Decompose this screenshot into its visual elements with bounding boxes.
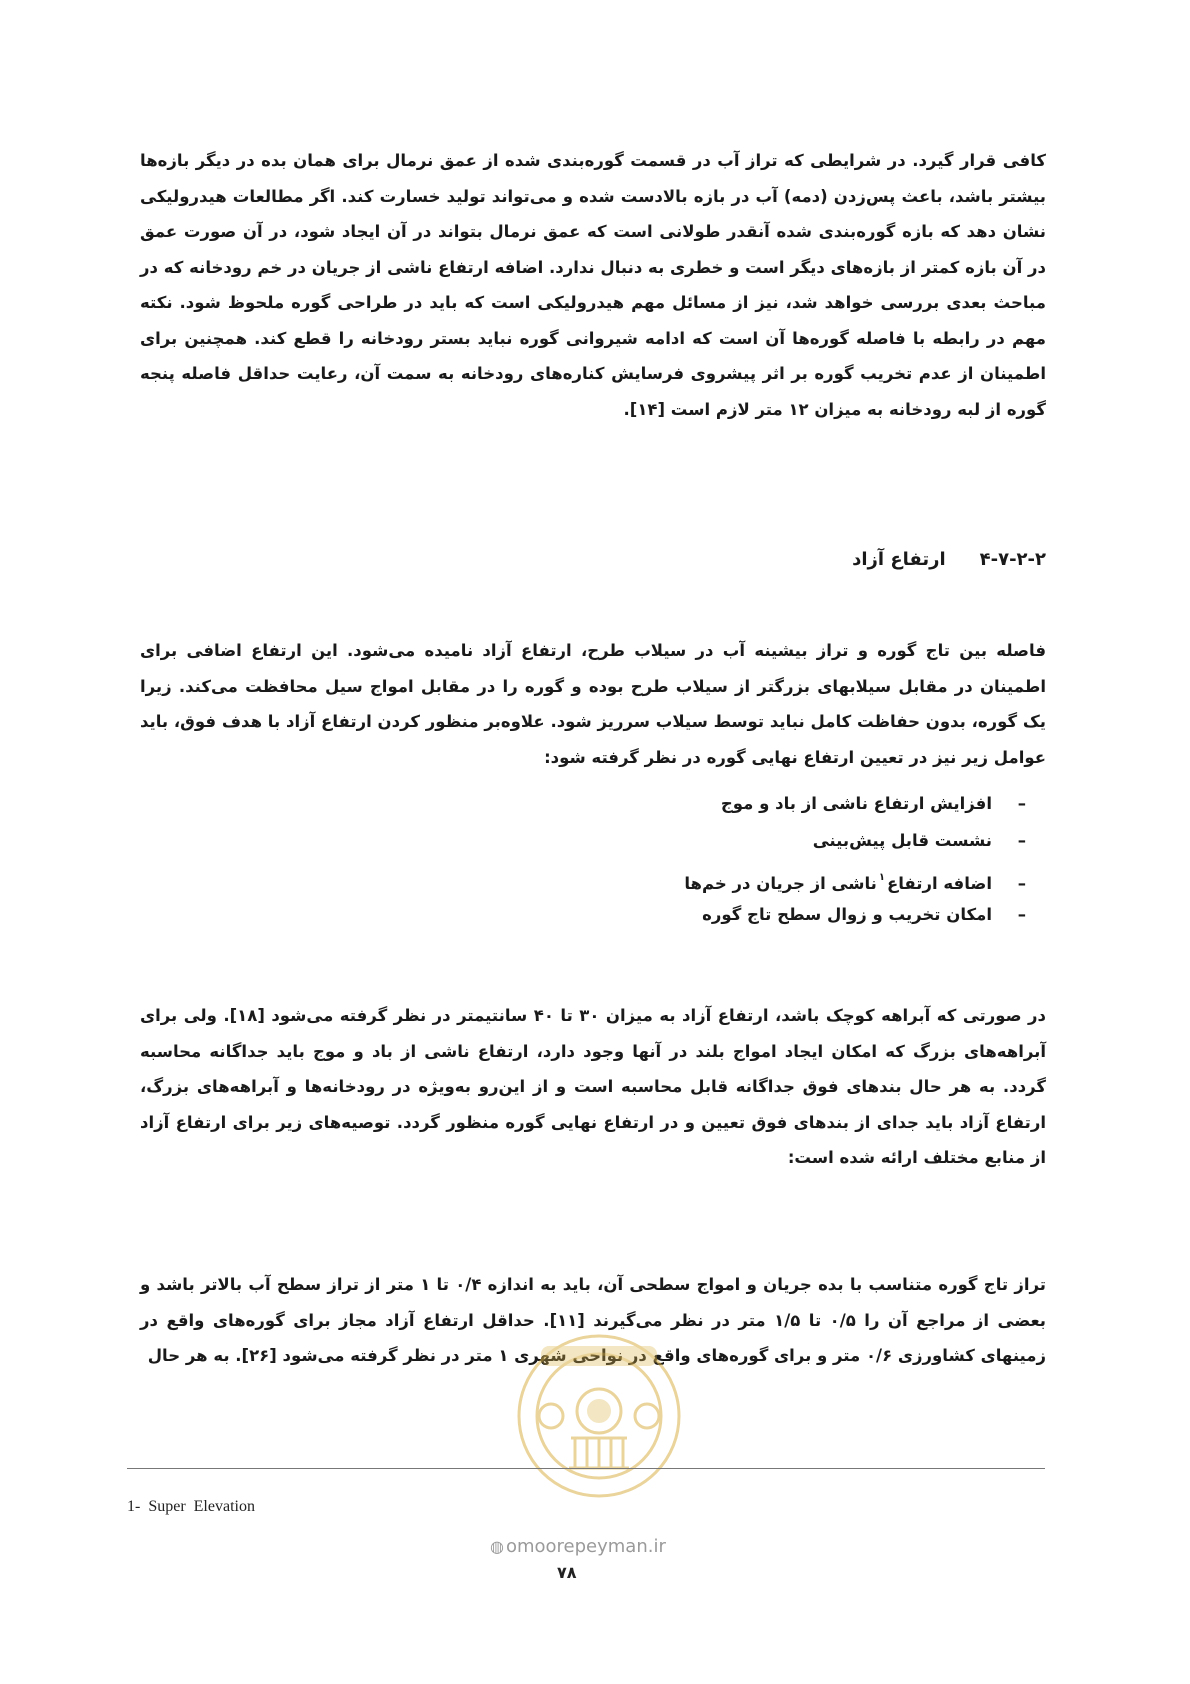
footnote-divider bbox=[127, 1468, 1045, 1469]
footnote-marker: ۱ bbox=[878, 872, 885, 883]
paragraph-2: فاصله بین تاج گوره و تراز بیشینه آب در سیلاب طرح، ارتفاع آزاد نامیده می‌شود. این ارتفاع اضافی برای اطمینان در مقابل سیلابهای بزرگتر از سیلاب طرح بوده و گوره را در مقابل امواج سیل محافظت می‌کند. زیرا یک گوره، بدون حفاظت کامل نباید توسط سیلاب سرریز شود. علاوه‌بر منظور کردن ارتفاع آزاد با هدف فوق، باید عوامل زیر نیز در تعیین ارتفاع نهایی گوره در نظر گرفته شود: bbox=[140, 641, 1046, 767]
list-item-text: نشست قابل پیش‌بینی bbox=[812, 831, 992, 850]
paragraph-1: کافی قرار گیرد. در شرایطی که تراز آب در قسمت گوره‌بندی شده از عمق نرمال برای همان بده در دیگر بازه‌ها بیشتر باشد، باعث پس‌زدن (دمه) آب در بازه بالادست شده و می‌تواند تولید خسارت کند. اگر مطالعات هیدرولیکی نشان دهد که بازه گوره‌بندی شده آنقدر طولانی است که عمق نرمال بتواند در آن ایجاد شود، در آن صورت عمق در آن بازه کمتر از بازه‌های دیگر است و خطری به دنبال ندارد. اضافه ارتفاع ناشی از جریان در خم رودخانه که در مباحث بعدی بررسی خواهد شد، نیز از مسائل مهم هیدرولیکی است که باید در طراحی گوره ملحوظ شود. نکته مهم در رابطه با فاصله گوره‌ها آن است که ادامه شیروانی گوره نباید بستر رودخانه را قطع کند. همچنین برای اطمینان از عدم تخریب گوره بر اثر پیشروی فرسایش کناره‌های رودخانه به سمت آن، رعایت حداقل فاصله پنجه گوره از لبه رودخانه به میزان ۱۲ متر لازم است [۱۴]. bbox=[140, 151, 1046, 419]
factor-list bbox=[426, 785, 1026, 933]
list-item-text: اضافه ارتفاع bbox=[886, 874, 992, 893]
list-item bbox=[426, 785, 1026, 822]
section-heading bbox=[852, 549, 1046, 570]
section-number: ۴-۷-۲-۲ bbox=[979, 549, 1046, 570]
list-dash: – bbox=[1017, 794, 1026, 813]
list-item bbox=[426, 822, 1026, 859]
list-dash: – bbox=[1017, 874, 1026, 893]
watermark-logo-icon: ◍ bbox=[490, 1537, 504, 1556]
watermark-seal-icon bbox=[511, 1306, 687, 1538]
list-item bbox=[426, 896, 1026, 933]
footnote: 1- Super Elevation bbox=[127, 1498, 255, 1515]
list-item-text: ناشی از جریان در خم‌ها bbox=[684, 874, 877, 893]
watermark-site-text: omoorepeyman.ir bbox=[505, 1536, 666, 1557]
list-item-text: افزایش ارتفاع ناشی از باد و موج bbox=[720, 794, 992, 813]
watermark-site bbox=[490, 1536, 666, 1557]
list-dash: – bbox=[1017, 905, 1026, 924]
list-item-text: امکان تخریب و زوال سطح تاج گوره bbox=[702, 905, 992, 924]
list-dash: – bbox=[1017, 831, 1026, 850]
list-item bbox=[426, 859, 1026, 896]
paragraph-3: در صورتی که آبراهه کوچک باشد، ارتفاع آزاد به میزان ۳۰ تا ۴۰ سانتیمتر در نظر گرفته می‌شود [۱۸]. ولی برای آبراهه‌های بزرگ که امکان ایجاد امواج بلند در آنها وجود دارد، ارتفاع ناشی از باد و موج باید جداگانه محاسبه گردد. به هر حال بندهای فوق جداگانه قابل محاسبه است و از این‌رو به‌ویژه در رودخانه‌ها و آبراهه‌های بزرگ، ارتفاع آزاد باید جدای از بندهای فوق تعیین و در ارتفاع نهایی گوره منظور گردد. توصیه‌های زیر برای ارتفاع آزاد از منابع مختلف ارائه شده است: bbox=[140, 1006, 1046, 1167]
section-title: ارتفاع آزاد bbox=[852, 549, 946, 570]
paragraph-4: تراز تاج گوره متناسب با بده جریان و امواج سطحی آن، باید به اندازه ۰/۴ تا ۱ متر از تراز سطح آب بالاتر باشد و بعضی از مراجع آن را ۰/۵ تا ۱/۵ متر در نظر می‌گیرند [۱۱]. حداقل ارتفاع آزاد مجاز برای گوره‌های واقع در زمینهای کشاورزی ۰/۶ متر و برای گوره‌های واقع در نواحی شهری ۱ متر در نظر گرفته می‌شود [۲۶]. به هر حال bbox=[140, 1275, 1046, 1365]
page-number: ۷۸ bbox=[557, 1563, 577, 1582]
